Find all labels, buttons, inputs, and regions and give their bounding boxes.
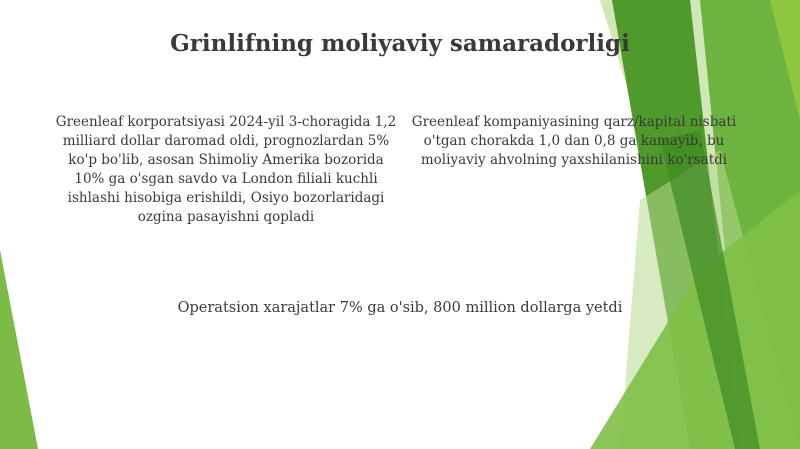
slide-title: Grinlifning moliyaviy samaradorligi <box>170 30 630 57</box>
bottom-paragraph: Operatsion xarajatlar 7% ga o'sib, 800 million dollarga yetdi <box>177 300 623 316</box>
right-paragraph: Greenleaf kompaniyasining qarz/kapital nisbati o'tgan chorakda 1,0 dan 0,8 ga kamayib, bu moliyaviy ahvolning yaxshilanishini ko'rsatdi <box>411 114 737 168</box>
left-edge-facet <box>0 250 38 449</box>
left-paragraph: Greenleaf korporatsiyasi 2024-yil 3-choragida 1,2 milliard dollar daromad oldi, prognozlardan 5% ko'p bo'lib, asosan Shimoliy Amerika bozorida 10% ga o'sgan savdo va London filiali kuchli ishlashi hisobiga erishildi, Osiyo bozorlaridagi ozgina pasayishni qopladi <box>55 114 397 225</box>
